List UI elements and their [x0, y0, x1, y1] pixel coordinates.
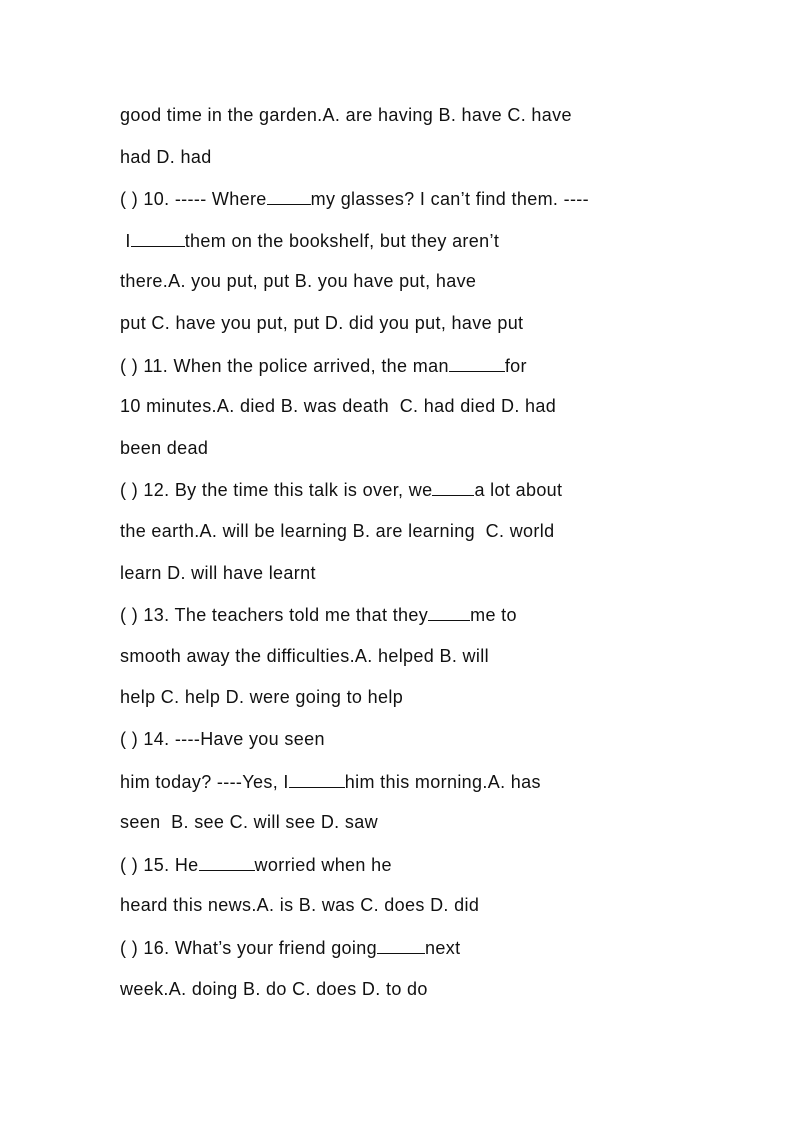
text-line: smooth away the difficulties.A. helped B. will: [120, 646, 489, 666]
text-line: help C. help D. were going to help: [120, 687, 404, 707]
question-16: ( ) 16. What’s your friend going next: [120, 938, 461, 958]
question-15: ( ) 15. He worried when he: [120, 855, 392, 875]
answer-blank: [432, 478, 474, 496]
text-line: learn D. will have learnt: [120, 563, 316, 583]
answer-blank: [449, 354, 505, 372]
text-line: good time in the garden.A. are having B. have C. have: [120, 105, 572, 125]
answer-blank: [377, 936, 425, 954]
text-line: 10 minutes.A. died B. was death C. had died D. had: [120, 396, 557, 416]
text-line: week.A. doing B. do C. does D. to do: [120, 979, 428, 999]
answer-blank: [131, 229, 185, 247]
question-10: ( ) 10. ----- Where my glasses? I can’t find them. ----: [120, 189, 589, 209]
text-line: the earth.A. will be learning B. are learning C. world: [120, 521, 555, 541]
text-line: heard this news.A. is B. was C. does D. did: [120, 895, 480, 915]
question-14: ( ) 14. ----Have you seen: [120, 729, 325, 749]
answer-blank: [199, 853, 255, 871]
text-line: I them on the bookshelf, but they aren’t: [120, 231, 500, 251]
text-line: there.A. you put, put B. you have put, have: [120, 271, 477, 291]
text-line: been dead: [120, 438, 209, 458]
question-13: ( ) 13. The teachers told me that they me to: [120, 605, 517, 625]
answer-blank: [428, 603, 470, 621]
text-line: put C. have you put, put D. did you put, have put: [120, 313, 524, 333]
question-11: ( ) 11. When the police arrived, the man for: [120, 356, 527, 376]
text-line: had D. had: [120, 147, 212, 167]
text-line: him today? ----Yes, I him this morning.A. has: [120, 772, 541, 792]
text-line: seen B. see C. will see D. saw: [120, 812, 378, 832]
question-12: ( ) 12. By the time this talk is over, we a lot about: [120, 480, 563, 500]
answer-blank: [267, 187, 311, 205]
answer-blank: [289, 770, 345, 788]
